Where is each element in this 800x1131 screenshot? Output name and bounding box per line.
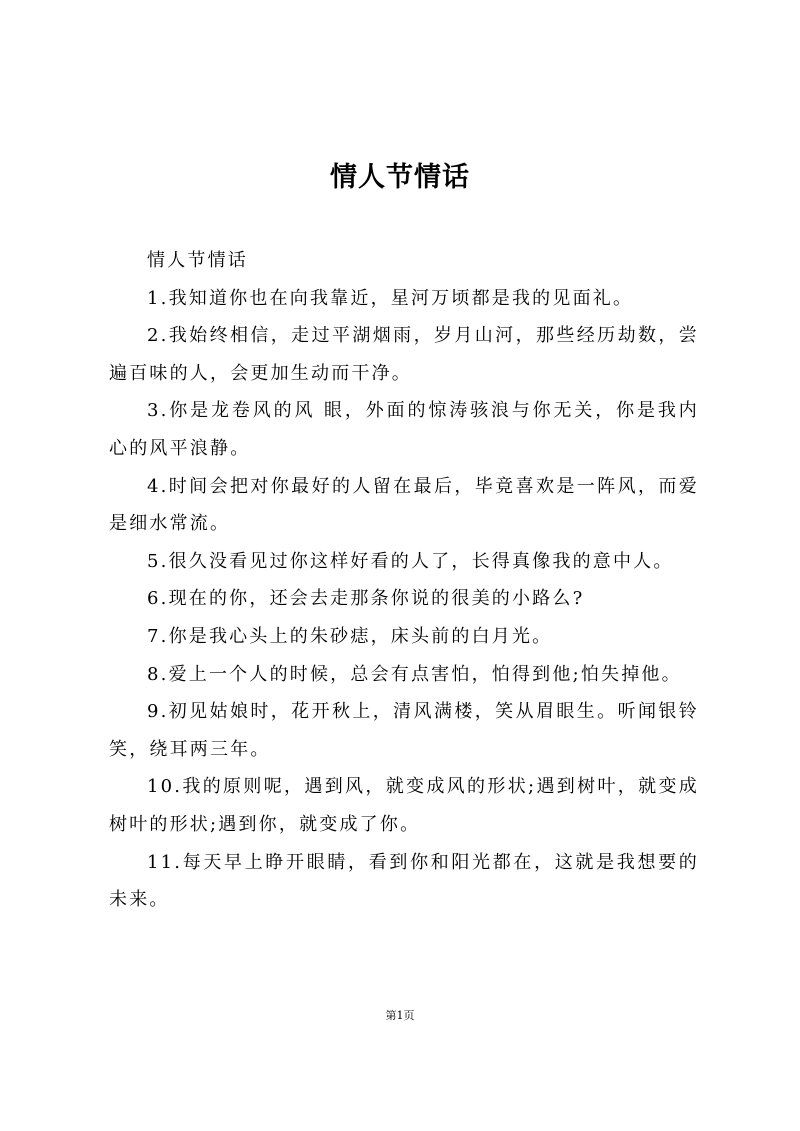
page-number: 第1页 <box>385 1009 415 1022</box>
document-title: 情人节情话 <box>330 162 470 193</box>
body-paragraph: 8.爱上一个人的时候，总会有点害怕，怕得到他;怕失掉他。 <box>147 663 682 685</box>
document-body <box>109 242 699 919</box>
body-paragraph: 1.我知道你也在向我靠近，星河万顷都是我的见面礼。 <box>147 287 634 309</box>
body-paragraph: 2.我始终相信，走过平湖烟雨，岁月山河，那些经历劫数，尝遍百味的人，会更加生动而干净。 <box>109 325 699 384</box>
body-paragraph: 3.你是龙卷风的风 眼，外面的惊涛骇浪与你无关，你是我内心的风平浪静。 <box>109 400 699 459</box>
body-paragraph: 4.时间会把对你最好的人留在最后，毕竟喜欢是一阵风，而爱是细水常流。 <box>109 475 699 535</box>
body-paragraph: 5.很久没看见过你这样好看的人了，长得真像我的意中人。 <box>147 550 674 572</box>
body-paragraph: 9.初见姑娘时，花开秋上，清风满楼，笑从眉眼生。听闻银铃笑，绕耳两三年。 <box>109 701 699 760</box>
body-paragraph: 7.你是我心头上的朱砂痣，床头前的白月光。 <box>147 625 553 647</box>
body-paragraph: 11.每天早上睁开眼睛，看到你和阳光都在，这就是我想要的未来。 <box>109 851 699 911</box>
body-paragraph-heading: 情人节情话 <box>147 250 248 271</box>
body-paragraph: 6.现在的你，还会去走那条你说的很美的小路么? <box>147 588 585 610</box>
body-paragraph: 10.我的原则呢，遇到风，就变成风的形状;遇到树叶，就变成树叶的形状;遇到你，就变成了你。 <box>109 776 699 835</box>
